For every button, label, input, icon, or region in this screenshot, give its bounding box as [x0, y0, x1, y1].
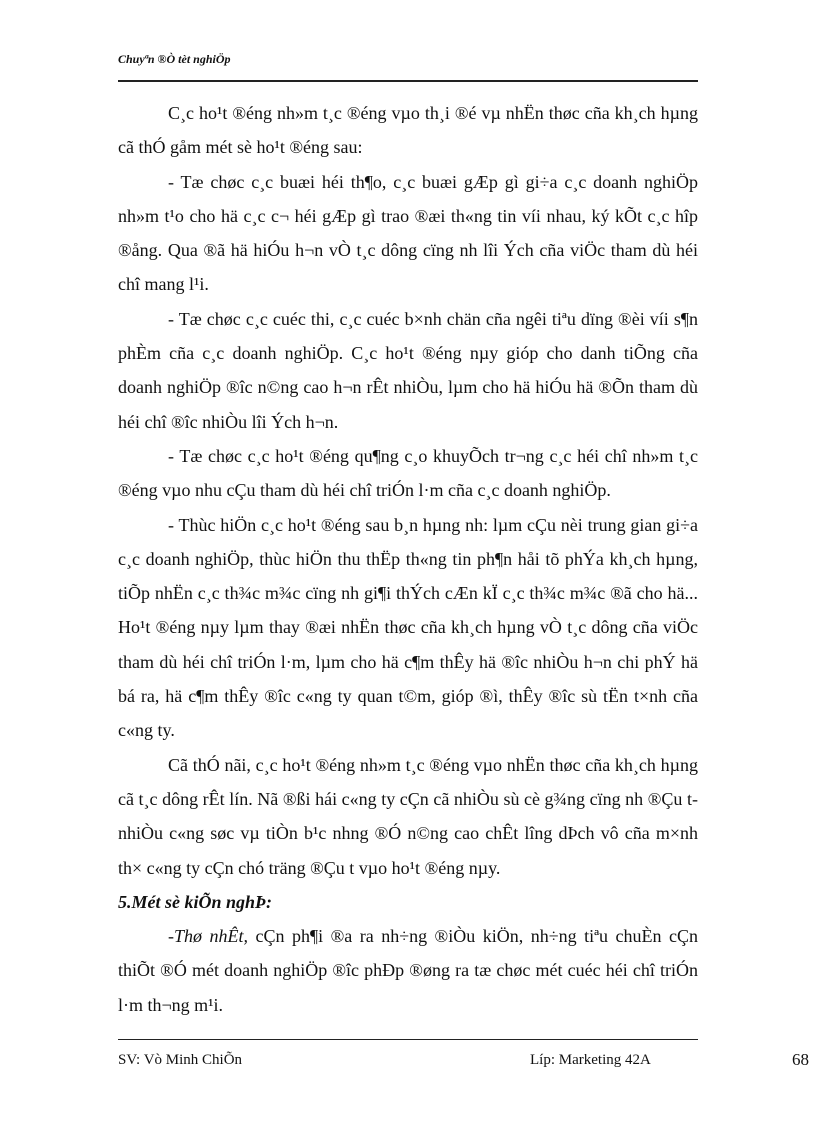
footer-author: SV: Vò Minh ChiÕn	[118, 1052, 243, 1068]
lead-italic: -Thø nhÊt,	[168, 926, 248, 947]
paragraph: - Tæ chøc c¸c ho¹t ®éng qu¶ng c¸o khuyÕch tr¬ng c¸c héi chî nh»m t¸c ®éng vµo nhu cÇu tham dù héi chî triÓn l·m cña c¸c doanh nghiÖp.	[118, 445, 698, 501]
paragraph: Cã thÓ nãi, c¸c ho¹t ®éng nh»m t¸c ®éng vµo nhËn thøc cña kh¸ch hµng cã t¸c dông rÊt lín. Nã ®ßi hái c«ng ty cÇn cã nhiÒu sù cè g¾ng cïng nh ®Çu t nhiÒu c«ng søc vµ tiÒn b¹c nhng ®Ó n©ng cao chÊt lîng dÞch vô cña m×nh th× c«ng ty cÇn chó träng ®Çu t vµo ho¹t ®éng nµy.	[118, 754, 698, 878]
running-header: Chuyªn ®Ò tèt nghiÖp	[118, 52, 231, 66]
paragraph: - Thùc hiÖn c¸c ho¹t ®éng sau b¸n hµng nh: lµm cÇu nèi trung gian gi÷a c¸c doanh nghiÖp, thùc hiÖn thu thËp th«ng tin ph¶n håi tõ phÝa kh¸ch hµng, tiÕp nhËn c¸c th¾c m¾c cïng nh gi¶i thÝch cÆn kÏ c¸c th¾c m¾c ®ã cho hä... Ho¹t ®éng nµy lµm thay ®æi nhËn thøc cña kh¸ch hµng vÒ t¸c dông cña viÖc tham dù héi chî triÓn l·m, lµm cho hä c¶m thÊy hä ®îc nhiÒu h¬n chi phÝ hä bá ra, hä c¶m thÊy ®îc c«ng ty quan t©m, gióp ®ì, thÊy ®îc sù tËn t×nh cña c«ng ty.	[118, 514, 698, 741]
paragraph	[118, 919, 698, 1022]
header-divider	[118, 80, 698, 82]
paragraph: - Tæ chøc c¸c cuéc thi, c¸c cuéc b×nh chän cña ngêi tiªu dïng ®èi víi s¶n phÈm cña c¸c doanh nghiÖp. C¸c ho¹t ®éng nµy gióp cho danh tiÕng cña doanh nghiÖp ®îc n©ng cao h¬n rÊt nhiÒu, lµm cho hä hiÓu hä ®Õn tham dù héi chî ®îc nhiÒu lîi Ých h¬n.	[118, 308, 698, 432]
footer-class: Líp: Marketing 42A	[530, 1052, 651, 1068]
footer-divider	[118, 1039, 698, 1040]
paragraph: - Tæ chøc c¸c buæi héi th¶o, c¸c buæi gÆp gì gi÷a c¸c doanh nghiÖp nh»m t¹o cho hä c¸c c¬ héi gÆp gì trao ®æi th«ng tin víi nhau, ký kÕt c¸c hîp ®ång. Qua ®ã hä hiÓu h¬n vÒ t¸c dông cïng nh lîi Ých cña viÖc tham dù héi chî mang l¹i.	[118, 171, 698, 295]
section-heading: 5.Mét sè kiÕn nghÞ:	[118, 891, 273, 912]
lead-text: cÇn ph¶i ®a ra nh÷ng ®iÒu kiÖn, nh÷ng tiªu chuÈn cÇn thiÕt ®Ó mét doanh nghiÖp ®îc phÐp ®øng ra tæ chøc mét cuéc héi chî triÓn l·m th¬ng m¹i.	[118, 926, 698, 1015]
body-text	[118, 96, 698, 1022]
paragraph: C¸c ho¹t ®éng nh»m t¸c ®éng vµo th¸i ®é vµ nhËn thøc cña kh¸ch hµng cã thÓ gåm mét sè ho¹t ®éng sau:	[118, 103, 698, 158]
page-number: 68	[792, 1050, 809, 1069]
